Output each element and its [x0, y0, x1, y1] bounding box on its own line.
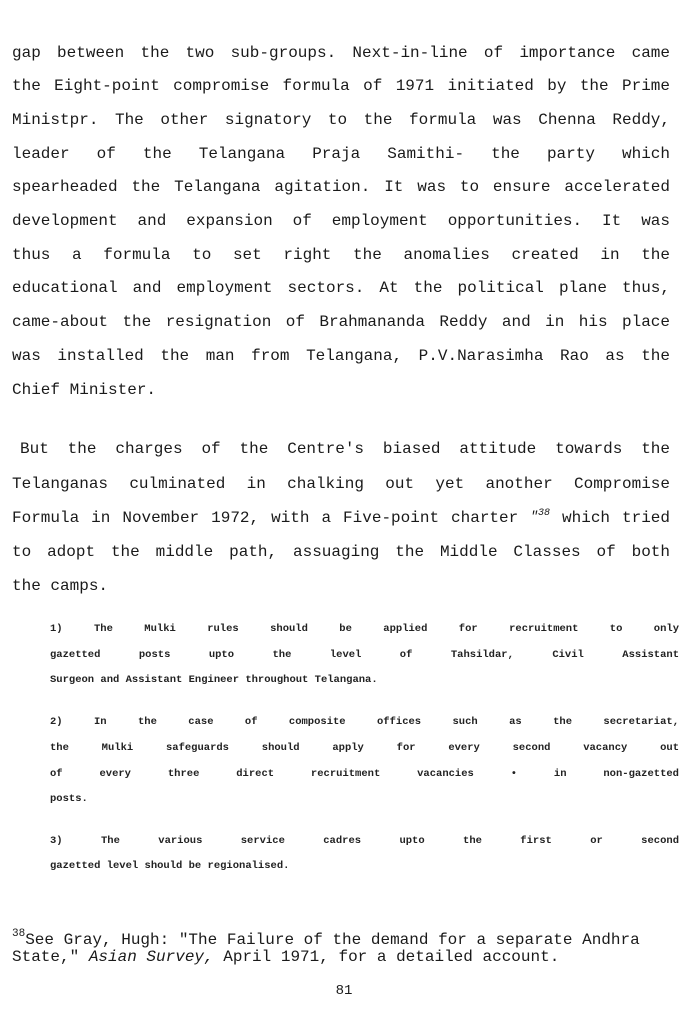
- journal-title: Asian Survey,: [88, 948, 214, 966]
- list-line: gazetted level should be regionalised.: [50, 860, 290, 872]
- footnote-text: See Gray, Hugh: "The Failure of the demand for a separate Andhra: [25, 931, 640, 949]
- footnote-marker: 38: [12, 928, 26, 940]
- text-line: Chief Minister.: [12, 381, 157, 399]
- text-line: to adopt the middle path, assuaging the Middle Classes of both: [12, 543, 670, 561]
- text-line: thus a formula to set right the anomalies created in the: [12, 246, 670, 264]
- text-segment: Formula in November 1972, with a Five-point charter: [12, 509, 519, 527]
- text-line: educational and employment sectors. At the political plane thus,: [12, 279, 670, 297]
- list-line: 2) In the case of composite offices such as the secretariat,: [50, 716, 679, 728]
- text-line: the Eight-point compromise formula of 1971 initiated by the Prime: [12, 77, 670, 95]
- text-line: development and expansion of employment opportunities. It was: [12, 212, 670, 230]
- footnote-reference[interactable]: 38: [538, 508, 551, 519]
- text-line: the camps.: [12, 577, 109, 595]
- list-line: posts.: [50, 793, 88, 805]
- footnote-text: April 1971, for a detailed account.: [213, 948, 560, 966]
- page-number: 81: [335, 983, 353, 999]
- list-line: gazetted posts upto the level of Tahsildar, Civil Assistant: [50, 649, 679, 661]
- text-line: spearheaded the Telangana agitation. It was to ensure accelerated: [12, 178, 670, 196]
- text-line: was installed the man from Telangana, P.V.Narasimha Rao as the: [12, 347, 670, 365]
- footnote-text: State,": [12, 948, 89, 966]
- footnote-line: [12, 948, 559, 966]
- text-line: Telanganas culminated in chalking out yet another Compromise: [12, 475, 670, 493]
- text-segment: which tried: [550, 509, 670, 527]
- list-line: the Mulki safeguards should apply for every second vacancy out: [50, 742, 679, 754]
- list-line: 1) The Mulki rules should be applied for recruitment to only: [50, 623, 679, 635]
- text-line: Ministpr. The other signatory to the formula was Chenna Reddy,: [12, 111, 670, 129]
- footnote-line: [12, 928, 640, 949]
- text-line: gap between the two sub-groups. Next-in-line of importance came: [12, 44, 670, 62]
- text-line: But the charges of the Centre's biased attitude towards the: [20, 440, 670, 458]
- quote-mark: ": [530, 509, 539, 524]
- text-line: came-about the resignation of Brahmananda Reddy and in his place: [12, 313, 670, 331]
- list-line: 3) The various service cadres upto the first or second: [50, 835, 679, 847]
- list-line: of every three direct recruitment vacancies • in non-gazetted: [50, 768, 679, 780]
- text-line-with-footnote-ref: [12, 508, 670, 528]
- list-line: Surgeon and Assistant Engineer throughout Telangana.: [50, 674, 378, 686]
- text-line: leader of the Telangana Praja Samithi- the party which: [12, 145, 670, 163]
